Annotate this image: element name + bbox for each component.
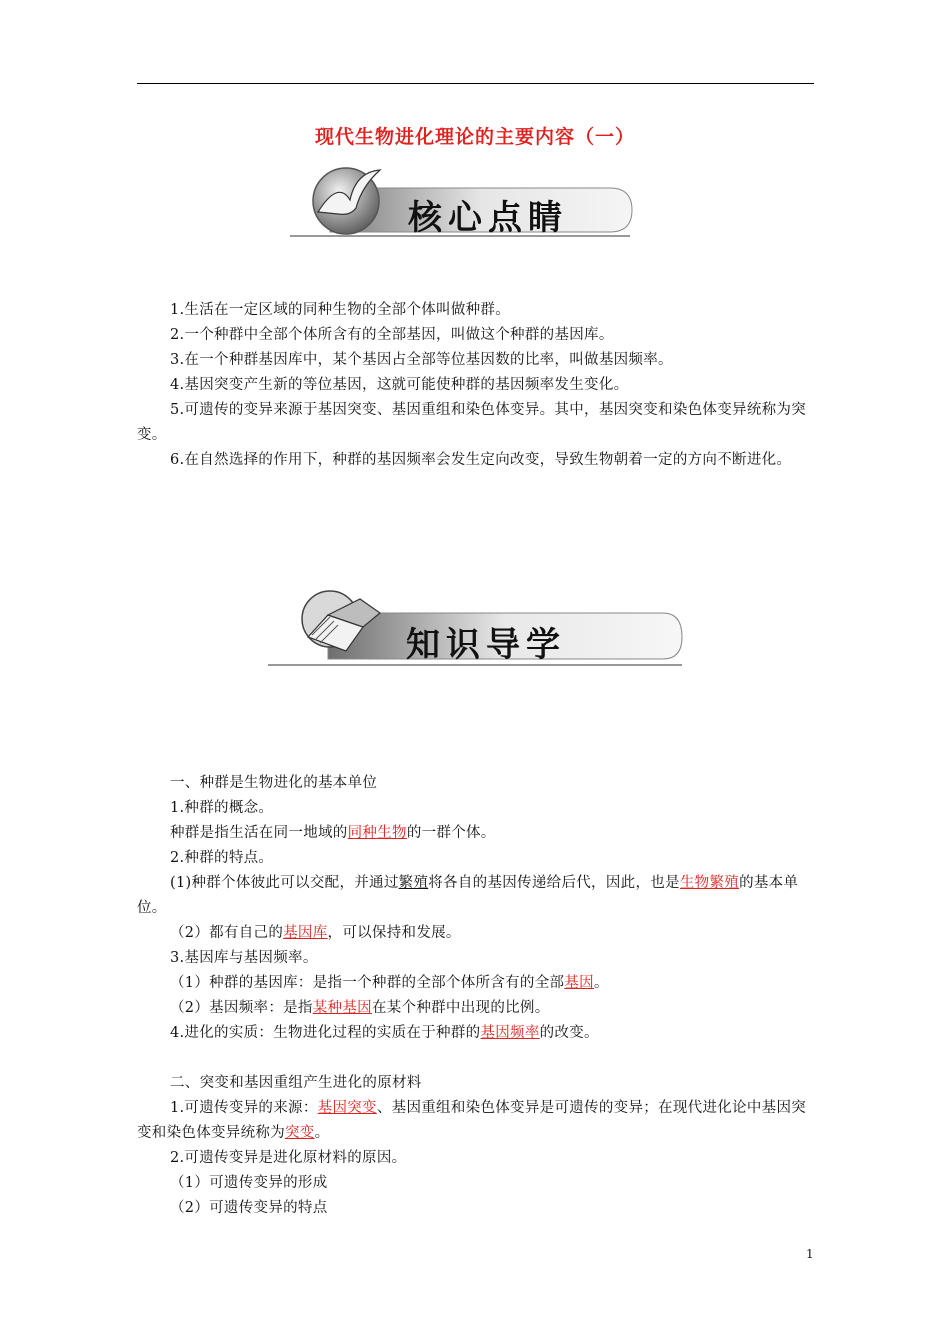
section1-definition: 种群是指生活在同一地域的同种生物的一群个体。 xyxy=(170,825,496,841)
section2-sub2: （2）可遗传变异的特点 xyxy=(170,1200,328,1216)
section1-point1: (1)种群个体彼此可以交配，并通过繁殖将各自的基因传递给后代，因此，也是生物繁殖的基本单位。 xyxy=(137,875,799,916)
section1-item2: 2.种群的特点。 xyxy=(170,850,274,866)
page-title: 现代生物进化理论的主要内容（一） xyxy=(314,126,635,148)
section1-point3: （1）种群的基因库：是指一个种群的全部个体所含有的全部基因。 xyxy=(170,975,609,991)
section1-point2: （2）都有自己的基因库，可以保持和发展。 xyxy=(170,925,461,941)
answer-blank: 同种生物 xyxy=(347,825,407,841)
section2-heading: 二、突变和基因重组产生进化的原材料 xyxy=(170,1075,422,1091)
banner-core-points-label: 核心点睛 xyxy=(408,198,568,238)
answer-blank: 某种基因 xyxy=(312,1000,372,1016)
core-point-3: 3.在一个种群基因库中，某个基因占全部等位基因数的比率，叫做基因频率。 xyxy=(170,352,673,368)
core-point-2: 2.一个种群中全部个体所含有的全部基因，叫做这个种群的基因库。 xyxy=(170,327,614,343)
section2-point1: 1.可遗传变异的来源：基因突变、基因重组和染色体变异是可遗传的变异；在现代进化论中基因突变和染色体变异统称为突变。 xyxy=(137,1100,807,1141)
answer-blank: 基因库 xyxy=(283,925,328,941)
banner-knowledge-guide xyxy=(268,577,684,671)
section1-heading: 一、种群是生物进化的基本单位 xyxy=(170,775,378,791)
underlined-term: 繁殖 xyxy=(398,875,429,891)
section1-item1: 1.种群的概念。 xyxy=(170,800,274,816)
section2-sub1: （1）可遗传变异的形成 xyxy=(170,1175,328,1191)
header-rule xyxy=(137,83,814,84)
answer-blank: 基因 xyxy=(564,975,594,991)
core-point-6: 6.在自然选择的作用下，种群的基因频率会发生定向改变，导致生物朝着一定的方向不断进化。 xyxy=(170,452,792,468)
answer-blank: 基因突变 xyxy=(317,1100,377,1116)
core-point-1: 1.生活在一定区域的同种生物的全部个体叫做种群。 xyxy=(170,302,511,318)
answer-blank: 基因频率 xyxy=(480,1025,540,1041)
section1-point5: 4.进化的实质：生物进化过程的实质在于种群的基因频率的改变。 xyxy=(170,1025,599,1041)
section2-item2: 2.可遗传变异是进化原材料的原因。 xyxy=(170,1150,407,1166)
core-point-4: 4.基因突变产生新的等位基因，这就可能使种群的基因频率发生变化。 xyxy=(170,377,629,393)
page-number: 1 xyxy=(806,1247,814,1261)
core-point-5: 5.可遗传的变异来源于基因突变、基因重组和染色体变异。其中，基因突变和染色体变异统称为突变。 xyxy=(137,402,807,443)
section1-item3: 3.基因库与基因频率。 xyxy=(170,950,318,966)
answer-blank: 生物繁殖 xyxy=(679,875,740,891)
banner-core-points xyxy=(290,160,635,242)
section1-point4: （2）基因频率：是指某种基因在某个种群中出现的比例。 xyxy=(170,1000,550,1016)
answer-blank: 突变 xyxy=(285,1125,315,1141)
banner-knowledge-guide-label: 知识导学 xyxy=(406,625,566,665)
